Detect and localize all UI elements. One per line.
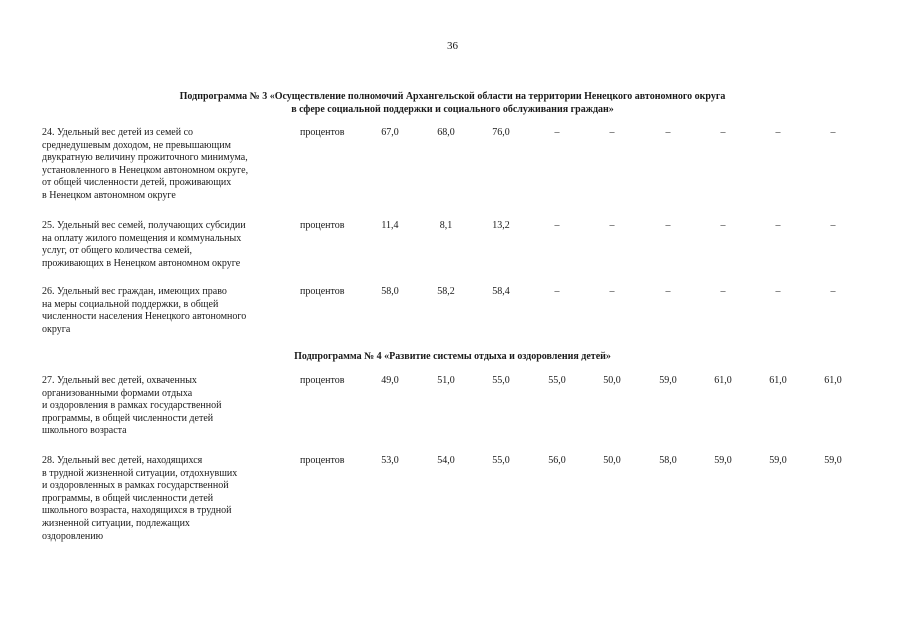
value-cell: –: [665, 286, 671, 297]
value-cell: 61,0: [769, 375, 787, 386]
value-cell: 59,0: [824, 455, 842, 466]
value-cell: –: [720, 220, 726, 231]
value-cell: 50,0: [603, 455, 621, 466]
subprogram-4-title: Подпрограмма № 4 «Развитие системы отдыха и оздоровления детей»: [294, 351, 611, 362]
indicator-name: 27. Удельный вес детей, охваченных организованными формами отдыха и оздоровления в рамках государственной программы, в общей численности детей школьного возраста: [42, 375, 222, 437]
page-number: 36: [447, 40, 458, 52]
value-cell: 58,4: [492, 286, 510, 297]
value-cell: –: [830, 286, 836, 297]
value-cell: 55,0: [492, 455, 510, 466]
value-cell: 61,0: [714, 375, 732, 386]
value-cell: –: [665, 220, 671, 231]
value-cell: 59,0: [659, 375, 677, 386]
value-cell: –: [665, 127, 671, 138]
value-cell: 68,0: [437, 127, 455, 138]
indicator-unit: процентов: [300, 220, 345, 231]
value-cell: 50,0: [603, 375, 621, 386]
value-cell: –: [609, 220, 615, 231]
value-cell: 54,0: [437, 455, 455, 466]
value-cell: 13,2: [492, 220, 510, 231]
subprogram-3-title: [0, 90, 905, 116]
value-cell: –: [775, 220, 781, 231]
value-cell: 67,0: [381, 127, 399, 138]
value-cell: 55,0: [492, 375, 510, 386]
value-cell: 58,0: [381, 286, 399, 297]
value-cell: –: [830, 220, 836, 231]
value-cell: –: [554, 220, 560, 231]
indicator-unit: процентов: [300, 375, 345, 386]
value-cell: –: [720, 286, 726, 297]
value-cell: 56,0: [548, 455, 566, 466]
indicator-name: 26. Удельный вес граждан, имеющих право на меры социальной поддержки, в общей численности населения Ненецкого автономного округа: [42, 286, 247, 335]
indicator-unit: процентов: [300, 286, 345, 297]
value-cell: –: [609, 286, 615, 297]
value-cell: 58,0: [659, 455, 677, 466]
subprogram-3-title-line1: Подпрограмма № 3 «Осуществление полномочий Архангельской области на территории Ненецкого автономного округа: [179, 91, 726, 102]
value-cell: –: [720, 127, 726, 138]
value-cell: 58,2: [437, 286, 455, 297]
indicator-name: 24. Удельный вес детей из семей со среднедушевым доходом, не превышающим двукратную величину прожиточного минимума, установленного в Ненецком автономном округе, от общей численности детей, проживающих в Ненецком автономном округе: [42, 127, 249, 201]
value-cell: 8,1: [439, 220, 453, 231]
value-cell: –: [609, 127, 615, 138]
indicator-unit: процентов: [300, 455, 345, 466]
value-cell: –: [554, 127, 560, 138]
subprogram-3-title-line2: в сфере социальной поддержки и социального обслуживания граждан»: [291, 104, 614, 115]
value-cell: 51,0: [437, 375, 455, 386]
value-cell: 61,0: [824, 375, 842, 386]
value-cell: –: [775, 127, 781, 138]
indicator-name: 25. Удельный вес семей, получающих субсидии на оплату жилого помещения и коммунальных услуг, от общего количества семей, проживающих в Ненецком автономном округе: [42, 220, 246, 269]
value-cell: 53,0: [381, 455, 399, 466]
value-cell: 11,4: [381, 220, 399, 231]
indicator-name: 28. Удельный вес детей, находящихся в трудной жизненной ситуации, отдохнувших и оздоровленных в рамках государственной программы, в общей численности детей школьного возраста, находящихся в трудной жизненной ситуации, подлежащих оздоровлению: [42, 455, 238, 542]
value-cell: 59,0: [769, 455, 787, 466]
value-cell: –: [830, 127, 836, 138]
value-cell: 59,0: [714, 455, 732, 466]
value-cell: –: [554, 286, 560, 297]
value-cell: 76,0: [492, 127, 510, 138]
value-cell: 49,0: [381, 375, 399, 386]
value-cell: –: [775, 286, 781, 297]
value-cell: 55,0: [548, 375, 566, 386]
indicator-unit: процентов: [300, 127, 345, 138]
